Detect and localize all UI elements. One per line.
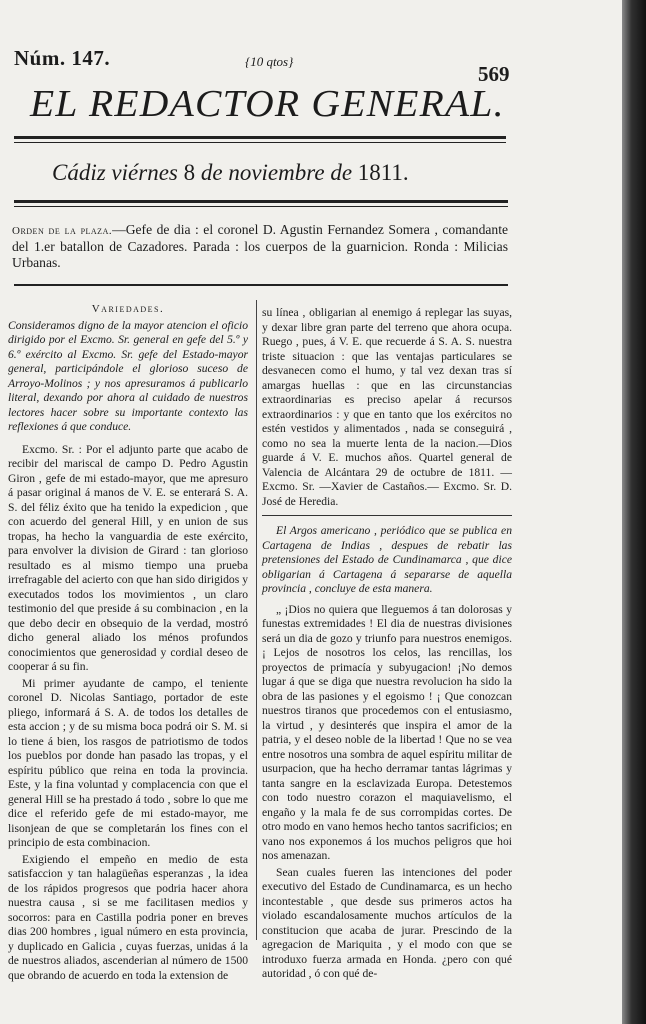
- dateline-day: 8: [183, 160, 196, 185]
- dateline-de-2: de: [330, 160, 353, 185]
- masthead-title: EL REDACTOR GENERAL.: [30, 83, 505, 125]
- orden-text: —Gefe de dia : el coronel D. Agustin Fernandez Somera , comandante del 1.er batallon de Cazadores. Parada : los cuerpos de la guarnicion. Ronda : Milicias Urbanas.: [12, 222, 509, 270]
- issue-number: Núm. 147.: [14, 46, 111, 70]
- letter-continuation: su línea , obligarian al enemigo á replegar las suyas, y dexar libre gran parte del terreno que ahora ocupa. Ruego , pues, á V. E. que recuerde á S. A. S. nuestra triste situacion : que las ventajas particulares se desvanecen como el humo, y tal vez dexan tras sí amargas huellas : que en las circunstancias extraordinarias es preciso apelar á recursos extraordinarios : y que en tanto que los exércitos no estén vestidos y alimentados , nada se conseguirá , como no sea la muerte lenta de la nacion.—Dios guarde á V. E. muchos años. Quartel general de Valencia de Alcántara 29 de octubre de 1811. — Excmo. Sr. —Xavier de Castaños.— Excmo. Sr. D. José de Heredia.: [262, 306, 512, 508]
- dateline-rule-bottom: [14, 206, 508, 207]
- dateline: [52, 160, 409, 186]
- masthead-rule-bottom: [14, 142, 506, 143]
- left-column: [8, 302, 248, 985]
- dateline-rule-top: [14, 200, 508, 203]
- page-number: 569: [478, 62, 510, 86]
- price-note: {10 qtos}: [245, 54, 294, 69]
- orden-de-la-plaza: [12, 222, 508, 271]
- section-title: Variedades.: [91, 303, 165, 315]
- article-separator: [262, 515, 512, 516]
- argos-intro: El Argos americano , periódico que se publica en Cartagena de Indias , despues de rebatir las pretensiones del Estado de Cundinamarca , que dice obligarian á Cartagena á separarse de aquella provincia , concluye de esta manera.: [262, 524, 512, 595]
- column-divider: [256, 300, 257, 940]
- orden-label: Orden de la plaza.: [12, 225, 113, 237]
- dateline-de-1: de: [200, 160, 223, 185]
- dateline-month: noviembre: [228, 160, 325, 185]
- orden-rule: [14, 284, 508, 286]
- argos-quote-paragraph-1: „ ¡Dios no quiera que lleguemos á tan dolorosas y funestas extremidades ! El dia de nuestras divisiones será un dia de gozo y triunfo para nuestros enemigos. ¡ Lejos de nosotros los celos, las rencillas, los proyectos de primacía y subyugacion! ¡No demos lugar á que se diga que nuestra revolucion ha sido la obra de las pasiones y el egoismo ! ¡ Que conozcan nuestros tiranos que procedemos con el entusiasmo, la virtud , y desinterés que inspira el amor de la patria, y el deseo noble de la libertad ! Que no se vea entre nosotros una sombra de aquel espíritu militar de usurpacion, que ha hecho derramar tantas lágrimas y tanta sangre en la esclavizada Europa. Detestemos con todo nuestro corazon el maquiavelismo, el engaño y la mala fe de sus corrompidas cortes. De otro modo en vano hemos hecho tantos sacrificios; en vano nos exponemos á los muchos peligros que hoi nos amenazan.: [262, 602, 512, 862]
- dateline-year: 1811.: [357, 160, 409, 185]
- letter-paragraph-2: Mi primer ayudante de campo, el teniente coronel D. Nicolas Santiago, portador de este pliego, informará á S. A. de todos los detalles de esta accion ; y de su misma boca podrá oir S. M. si lo tiene á bien, los rasgos de patriotismo de todos los pueblos por donde han pasado las tropas, y el espíritu público que reina en toda la provincia. Este, y la fina voluntad y complacencia con que el general Hill se ha prestado á todo , sobre lo que me dice el referido gefe de mi estado-mayor, me lisonjean de que se completarán los fines con el principio de esta combinacion.: [8, 676, 248, 849]
- dateline-city: Cádiz viérnes: [52, 160, 178, 185]
- right-column: [262, 306, 512, 984]
- argos-quote-paragraph-2: Sean cuales fueren las intenciones del poder executivo del Estado de Cundinamarca, es un hecho incontestable , que desde sus primeros actos ha violado escandalosamente muchos artículos de la constitucion que acaba de jurar. Prescindo de la agregacion de Mariquita , y el modo con que se introduxo fuerza armada en Honda. ¿pero con qué autoridad , ó con qué de-: [262, 865, 512, 980]
- masthead-rule-top: [14, 136, 506, 139]
- variedades-intro: Consideramos digno de la mayor atencion el oficio dirigido por el Excmo. Sr. general en gefe del 5.º y 6.º exército al Excmo. Sr. gefe del Estado-mayor general, participándole el glorioso suceso de Arroyo-Molinos ; y nos apresuramos á publicarlo literal, dexando por ahora al cuidado de nuestros lectores hacer sobre su importante contexto las reflexiones á que conduce.: [8, 318, 248, 433]
- scan-edge: [622, 0, 646, 1024]
- letter-paragraph-3: Exigiendo el empeño en medio de esta satisfaccion y tan halagüeñas esperanzas , la idea de los rápidos progresos que podria hacer ahora nuestra causa , si se me facilitasen medios y socorros: para en Castilla podria poner en breves dias 200 hombres , igual número en esta provincia, y duplicado en Galicia , cuyas fuerzas, unidas á la de nuestros aliados, ascenderian al número de 1500 que obrando de acuerdo en toda la extension de: [8, 852, 248, 982]
- letter-paragraph-1: Excmo. Sr. : Por el adjunto parte que acabo de recibir del mariscal de campo D. Pedro Agustin Giron , gefe de mi estado-mayor, que me apresuro á pasar original á manos de V. E. se enterará S. A. S. del féliz éxito que ha tenido la expedicion , que con acuerdo del general Hill, y en union de sus tropas, ha hecho la vanguardia de este exército, para envolver la division de Girard : tan glorioso resultado es al mismo tiempo una prueba irrefragable del acierto con que han sido dirigidos y executados todos los movimientos , un claro testimonio del que preside á su combinacion , en la que debo decir en obsequio de la verdad, mostró dicho general aliado los ménos profundos conocimientos que generosidad y cordial deseo de cooperar á su fin.: [8, 442, 248, 673]
